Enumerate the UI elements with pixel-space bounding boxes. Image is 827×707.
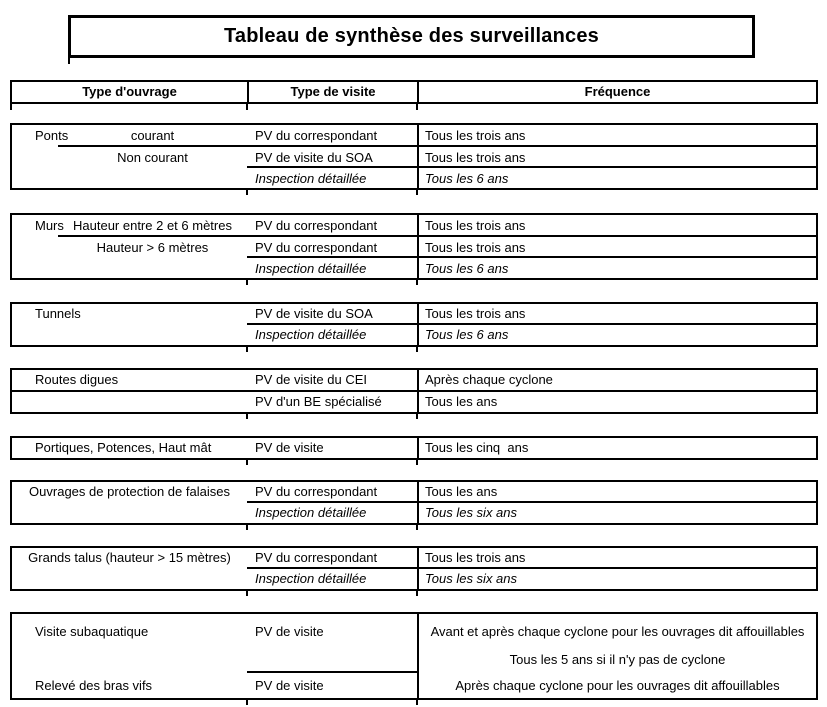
- frequence-cell: Tous les trois ans: [425, 128, 526, 143]
- border-stub: [416, 591, 418, 596]
- document-title: Tableau de synthèse des surveillances: [224, 25, 599, 47]
- border-stub: [416, 104, 418, 110]
- ouvrage-label: Murs: [35, 218, 64, 233]
- frequence-cell: Tous les trois ans: [425, 218, 526, 233]
- visite-cell: PV du correspondant: [255, 128, 378, 143]
- visite-cell: PV du correspondant: [255, 484, 378, 499]
- document-title-box: [68, 15, 755, 58]
- frequence-cell: Tous les six ans: [425, 505, 518, 520]
- visite-cell: PV du correspondant: [255, 240, 378, 255]
- frequence-cell: Tous les trois ans: [425, 550, 526, 565]
- visite-cell: Inspection détaillée: [255, 261, 367, 276]
- ouvrage-label: Tunnels: [35, 306, 81, 321]
- border-stub: [416, 700, 418, 705]
- visite-cell: PV de visite du SOA: [255, 306, 373, 321]
- border-stub: [246, 190, 248, 195]
- border-stub: [10, 104, 12, 110]
- visite-cell: PV de visite: [255, 440, 324, 455]
- border-stub: [416, 414, 418, 419]
- ouvrage-label: Relevé des bras vifs: [35, 678, 153, 693]
- ouvrage-label: Portiques, Potences, Haut mât: [35, 440, 212, 455]
- ouvrage-label: Routes digues: [35, 372, 119, 387]
- border-stub: [416, 280, 418, 285]
- frequence-cell: Après chaque cyclone: [425, 372, 553, 387]
- header-type-visite: Type de visite: [290, 84, 376, 99]
- section-grands-talus: [10, 546, 818, 591]
- visite-cell: PV de visite du SOA: [255, 150, 373, 165]
- column-divider: [417, 438, 419, 458]
- border-stub: [246, 280, 248, 285]
- frequence-cell: Tous les 5 ans si il n'y pas de cyclone: [509, 652, 726, 667]
- border-stub: [416, 190, 418, 195]
- section-portiques: [10, 436, 818, 460]
- row-divider: [12, 390, 816, 392]
- frequence-cell: Tous les trois ans: [425, 306, 526, 321]
- column-divider: [417, 215, 419, 278]
- border-stub: [68, 58, 70, 64]
- header-type-ouvrage: Type d'ouvrage: [82, 84, 177, 99]
- section-tunnels: [10, 302, 818, 347]
- border-stub: [246, 700, 248, 705]
- border-stub: [246, 525, 248, 530]
- section-murs: [10, 213, 818, 280]
- section-subaquatique: [10, 612, 818, 700]
- frequence-cell: Tous les trois ans: [425, 150, 526, 165]
- visite-cell: PV d'un BE spécialisé: [255, 394, 382, 409]
- visite-cell: PV de visite: [255, 678, 324, 693]
- visite-cell: PV de visite: [255, 624, 324, 639]
- ouvrage-variant: Hauteur > 6 mètres: [96, 240, 209, 255]
- frequence-cell: Tous les 6 ans: [425, 171, 509, 186]
- border-stub: [416, 347, 418, 352]
- ouvrage-variant: Hauteur entre 2 et 6 mètres: [73, 218, 232, 233]
- frequence-cell: Tous les ans: [425, 484, 498, 499]
- frequence-cell: Tous les 6 ans: [425, 261, 509, 276]
- visite-cell: Inspection détaillée: [255, 571, 367, 586]
- border-stub: [416, 525, 418, 530]
- visite-cell: Inspection détaillée: [255, 505, 367, 520]
- header-frequence: Fréquence: [584, 84, 651, 99]
- border-stub: [246, 104, 248, 110]
- visite-cell: PV du correspondant: [255, 218, 378, 233]
- ouvrage-label: Ponts: [35, 128, 69, 143]
- frequence-cell: Après chaque cyclone pour les ouvrages dit affouillables: [455, 678, 780, 693]
- ouvrage-variant: Non courant: [117, 150, 188, 165]
- ouvrage-variant: courant: [130, 128, 175, 143]
- row-divider: [247, 671, 417, 673]
- visite-cell: PV de visite du CEI: [255, 372, 367, 387]
- ouvrage-label: Grands talus (hauteur > 15 mètres): [28, 550, 231, 565]
- section-falaises: [10, 480, 818, 525]
- visite-cell: PV du correspondant: [255, 550, 378, 565]
- frequence-cell: Tous les trois ans: [425, 240, 526, 255]
- ouvrage-label: Visite subaquatique: [35, 624, 149, 639]
- visite-cell: Inspection détaillée: [255, 171, 367, 186]
- border-stub: [246, 414, 248, 419]
- ouvrage-label: Ouvrages de protection de falaises: [29, 484, 230, 499]
- frequence-cell: Tous les cinq ans: [425, 440, 529, 455]
- frequence-cell: Tous les six ans: [425, 571, 518, 586]
- table-header-row: [10, 80, 818, 104]
- border-stub: [246, 347, 248, 352]
- section-routes-digues: [10, 368, 818, 414]
- border-stub: [246, 460, 248, 465]
- frequence-cell: Tous les 6 ans: [425, 327, 509, 342]
- column-divider: [417, 125, 419, 188]
- border-stub: [246, 591, 248, 596]
- border-stub: [416, 460, 418, 465]
- section-ponts: [10, 123, 818, 190]
- frequence-cell: Avant et après chaque cyclone pour les ouvrages dit affouillables: [430, 624, 805, 639]
- frequence-cell: Tous les ans: [425, 394, 498, 409]
- visite-cell: Inspection détaillée: [255, 327, 367, 342]
